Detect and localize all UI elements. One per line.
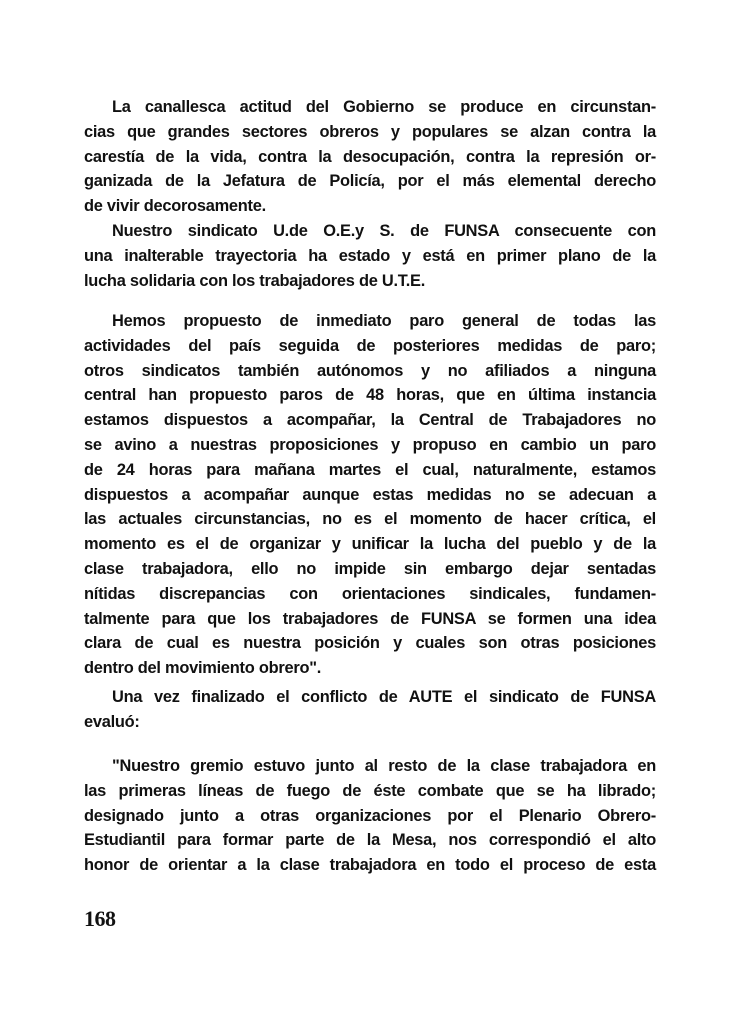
text-line: otros sindicatos también autónomos y no afiliados a ninguna [84,361,656,380]
text-line: Estudiantil para formar parte de la Mesa, nos correspondió el alto [84,831,656,850]
paragraph-2 [84,219,656,293]
text-line: una inalterable trayectoria ha estado y está en primer plano de la [84,246,656,265]
text-line: actividades del país seguida de posteriores medidas de paro; [84,336,656,355]
text-line: carestía de la vida, contra la desocupación, contra la represión or- [84,147,656,166]
text-line: de 24 horas para mañana martes el cual, naturalmente, estamos [84,460,656,479]
text-line: designado junto a otras organizaciones por el Plenario Obrero- [84,806,656,825]
text-line: Hemos propuesto de inmediato paro general de todas las [112,312,656,330]
text-line: momento es el de organizar y unificar la lucha del pueblo y de la [84,535,656,554]
page-number: 168 [84,906,116,931]
text-line: evaluó: [84,712,140,731]
text-line: se avino a nuestras proposiciones y propuso en cambio un paro [84,435,656,454]
text-line: dispuestos a acompañar aunque estas medidas no se adecuan a [84,485,656,504]
text-line: "Nuestro gremio estuvo junto al resto de la clase trabajadora en [112,757,656,775]
text-line: ganizada de la Jefatura de Policía, por el más elemental derecho [84,172,656,191]
text-line: cias que grandes sectores obreros y populares se alzan contra la [84,122,656,141]
text-line: dentro del movimiento obrero". [84,659,322,678]
paragraph-3 [84,309,656,681]
text-line: Nuestro sindicato U.de O.E.y S. de FUNSA consecuente con [112,222,656,240]
text-line: lucha solidaria con los trabajadores de U.T.E. [84,271,426,290]
text-line: Una vez finalizado el conflicto de AUTE el sindicato de FUNSA [112,688,656,706]
paragraph-4 [84,685,656,735]
text-line: de vivir decorosamente. [84,197,266,216]
paragraph-5 [84,754,656,878]
text-line: clase trabajadora, ello no impide sin embargo dejar sentadas [84,559,656,578]
text-line: honor de orientar a la clase trabajadora en todo el proceso de esta [84,856,656,875]
text-line: talmente para que los trabajadores de FUNSA se formen una idea [84,609,656,628]
text-line: las actuales circunstancias, no es el momento de hacer crítica, el [84,510,656,529]
text-line: clara de cual es nuestra posición y cuales son otras posiciones [84,634,656,653]
text-line: central han propuesto paros de 48 horas, que en última instancia [84,386,656,405]
paragraph-1 [84,95,656,219]
text-line: nítidas discrepancias con orientaciones sindicales, fundamen- [84,584,656,603]
text-line: estamos dispuestos a acompañar, la Central de Trabajadores no [84,411,656,430]
text-line: La canallesca actitud del Gobierno se produce en circunstan- [112,98,656,116]
text-line: las primeras líneas de fuego de éste combate que se ha librado; [84,781,656,800]
